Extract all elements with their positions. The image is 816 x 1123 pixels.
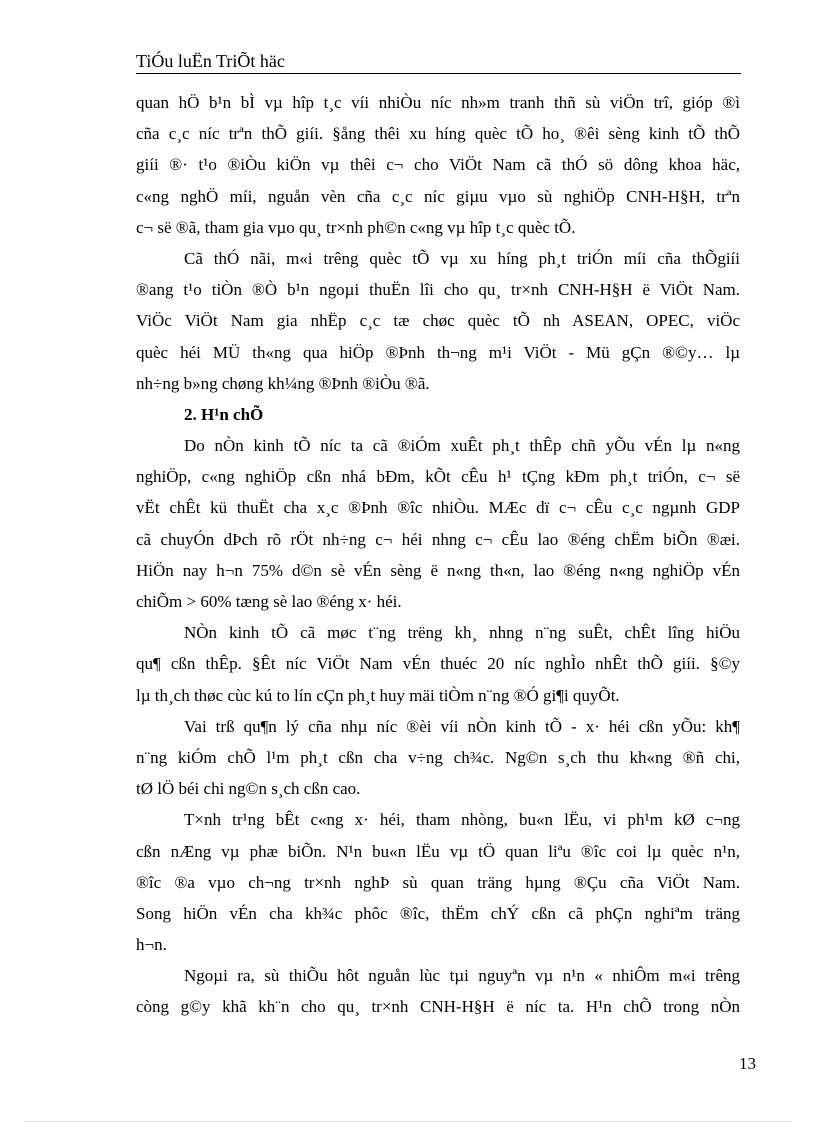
paragraph-line: vËt chÊt kü thuËt cha x¸c ®Þnh ®îc nhiÒu. MÆc dï c¬ cÊu c¸c ngµnh GDP [136, 498, 740, 518]
paragraph-line: quan hÖ b¹n bÌ vµ hîp t¸c víi nhiÒu níc nh»m tranh thñ sù viÖn trî, gióp ®ì [136, 93, 740, 112]
paragraph-line: ViÖc ViÖt Nam gia nhËp c¸c tæ chøc quèc tÕ nh ASEAN, OPEC, viÖc [136, 311, 740, 331]
paragraph-line: tØ lÖ béi chi ng©n s¸ch cßn cao. [136, 779, 361, 799]
header-title: TiÓu luËn TriÕt häc [136, 51, 285, 71]
paragraph-line: cña c¸c níc trªn thÕ giíi. §ång thêi xu híng quèc tÕ ho¸ ®êi sèng kinh tÕ thÕ [136, 124, 740, 144]
paragraph-line: c¬ së ®ã, tham gia vµo qu¸ tr×nh ph©n c«ng vµ hîp t¸c quèc tÕ. [136, 217, 576, 237]
paragraph-line: cã chuyÓn dÞch rõ rÖt nh÷ng c¬ héi nhng c¬ cÊu lao ®éng chËm biÕn ®æi. [136, 529, 740, 549]
page-header [136, 44, 741, 74]
page-number: 13 [739, 1054, 756, 1073]
paragraph-line: lµ th¸ch thøc cùc kú to lín cÇn ph¸t huy mäi tiÒm n¨ng ®Ó gi¶i quyÕt. [136, 685, 620, 705]
paragraph-line: Cã thÓ nãi, m«i trêng quèc tÕ vµ xu híng ph¸t triÓn míi cña thÕgiíi [184, 248, 740, 268]
paragraph-line: Vai trß qu¶n lý cña nhµ níc ®èi víi nÒn kinh tÕ - x· héi cßn yÕu: kh¶ [184, 716, 740, 736]
paragraph-line: còng g©y khã kh¨n cho qu¸ tr×nh CNH-H§H ë níc ta. H¹n chÕ trong nÒn [136, 997, 740, 1017]
page-bottom-border [24, 1121, 792, 1122]
paragraph-line: cßn nÆng vµ phæ biÕn. N¹n bu«n lËu vµ tÖ quan liªu ®îc coi lµ quèc n¹n, [136, 841, 740, 861]
paragraph-line: giíi ®· t¹o ®iÒu kiÖn vµ thêi c¬ cho ViÖt Nam cã thÓ sö dông khoa häc, [136, 155, 740, 175]
paragraph-line: ®îc ®a vµo ch¬ng tr×nh nghÞ sù quan träng hµng ®Çu cña ViÖt Nam. [136, 872, 740, 892]
paragraph-line: ®ang t¹o tiÒn ®Ò b¹n ngoµi thuËn lîi cho qu¸ tr×nh CNH-H§H ë ViÖt Nam. [136, 280, 740, 300]
paragraph-line: chiÕm > 60% tæng sè lao ®éng x· héi. [136, 592, 402, 611]
paragraph-line: nh÷ng b»ng chøng kh¼ng ®Þnh ®iÒu ®ã. [136, 373, 430, 393]
paragraph-line: c«ng nghÖ míi, nguån vèn cña c¸c níc giµu vµo sù nghiÖp CNH-H§H, trªn [136, 186, 740, 206]
paragraph-line: h¬n. [136, 935, 167, 955]
body-text [136, 87, 740, 1023]
section-heading: 2. H¹n chÕ [184, 404, 264, 424]
paragraph-line: nghiÖp, c«ng nghiÖp cßn nhá bÐm, kÕt cÊu h¹ tÇng kÐm ph¸t triÓn, c¬ së [136, 467, 740, 487]
paragraph-line: n¨ng kiÓm chÕ l¹m ph¸t cßn cha v÷ng ch¾c. Ng©n s¸ch thu kh«ng ®ñ chi, [136, 747, 740, 767]
paragraph-line: HiÖn nay h¬n 75% d©n sè vÉn sèng ë n«ng th«n, lao ®éng n«ng nghiÖp vÉn [136, 560, 740, 580]
paragraph-line: quèc héi MÜ th«ng qua hiÖp ®Þnh th¬ng m¹i ViÖt - Mü gÇn ®©y… lµ [136, 342, 740, 362]
paragraph-line: Ngoµi ra, sù thiÕu hôt nguån lùc tµi nguyªn vµ n¹n « nhiÔm m«i trêng [184, 966, 740, 986]
paragraph-line: Do nÒn kinh tÕ níc ta cã ®iÓm xuÊt ph¸t thÊp chñ yÕu vÉn lµ n«ng [184, 436, 740, 456]
paragraph-line: qu¶ cßn thÊp. §Êt níc ViÖt Nam vÉn thuéc 20 níc nghÌo nhÊt thÕ giíi. §©y [136, 654, 740, 674]
paragraph-line: T×nh tr¹ng bÊt c«ng x· héi, tham nhòng, bu«n lËu, vi ph¹m kØ c¬ng [184, 810, 740, 830]
paragraph-line: Song hiÖn vÉn cha kh¾c phôc ®îc, thËm chÝ cßn cã phÇn nghiªm träng [136, 903, 740, 923]
paragraph-line: NÒn kinh tÕ cã møc t¨ng trëng kh¸ nhng n¨ng suÊt, chÊt lîng hiÖu [184, 623, 740, 643]
